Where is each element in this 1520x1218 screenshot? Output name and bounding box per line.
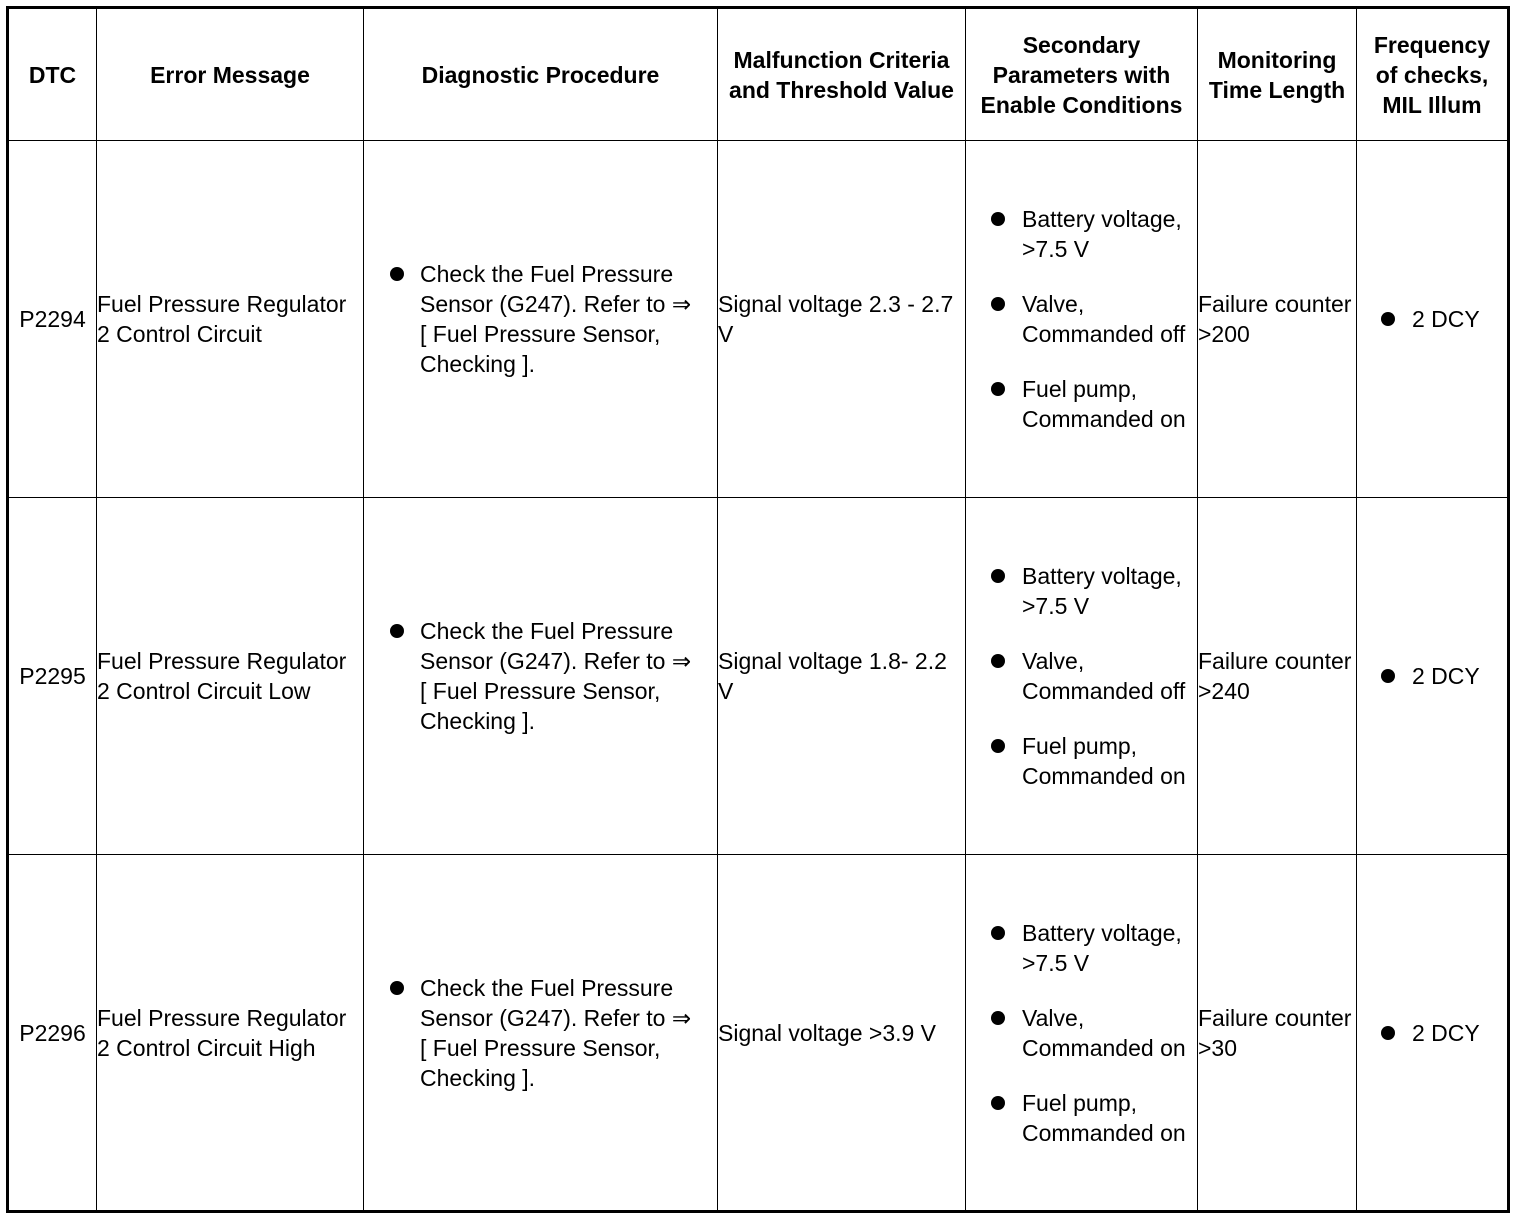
diagnostic-step: Check the Fuel Pressure Sensor (G247). Refer to ⇒ [ Fuel Pressure Sensor, Checking ]. (420, 974, 692, 1091)
list-item (966, 1088, 1197, 1148)
list-item (966, 731, 1197, 791)
monitoring-time: Failure counter >240 (1198, 498, 1357, 855)
list-item (1357, 1018, 1507, 1048)
list-item (1357, 661, 1507, 691)
diagnostic-procedure (364, 855, 718, 1212)
frequency (1357, 855, 1509, 1212)
bullet-icon (991, 926, 1005, 940)
table-row (8, 498, 1509, 855)
header-monitoring-time: Monitoring Time Length (1198, 8, 1357, 141)
condition-text: Battery voltage, >7.5 V (1022, 206, 1182, 262)
secondary-parameters (966, 141, 1198, 498)
list-item (966, 374, 1197, 434)
bullet-icon (390, 624, 404, 638)
header-diagnostic-procedure: Diagnostic Procedure (364, 8, 718, 141)
bullet-icon (991, 297, 1005, 311)
diagnostic-step: Check the Fuel Pressure Sensor (G247). Refer to ⇒ [ Fuel Pressure Sensor, Checking ]. (420, 261, 692, 377)
condition-text: Valve, Commanded off (1022, 291, 1186, 347)
condition-text: Battery voltage, >7.5 V (1022, 919, 1182, 976)
list-item (966, 204, 1197, 264)
frequency (1357, 141, 1509, 498)
bullet-icon (991, 382, 1005, 396)
condition-text: Valve, Commanded off (1022, 648, 1186, 704)
table-row (8, 141, 1509, 498)
malfunction-criteria: Signal voltage 2.3 - 2.7 V (718, 141, 966, 498)
monitoring-time: Failure counter >30 (1198, 855, 1357, 1212)
condition-text: Battery voltage, >7.5 V (1022, 563, 1182, 619)
error-message: Fuel Pressure Regulator 2 Control Circuit Low (97, 498, 364, 855)
table-row (8, 855, 1509, 1212)
dtc-code: P2296 (8, 855, 97, 1212)
bullet-icon (991, 739, 1005, 753)
header-frequency: Frequency of checks, MIL Illum (1357, 8, 1509, 141)
bullet-icon (991, 1096, 1005, 1110)
frequency-value: 2 DCY (1412, 306, 1480, 332)
dtc-code: P2295 (8, 498, 97, 855)
diagnostic-procedure (364, 498, 718, 855)
list-item (966, 646, 1197, 706)
list-item (364, 616, 717, 736)
bullet-icon (991, 569, 1005, 583)
list-item (966, 918, 1197, 978)
header-secondary-parameters: Secondary Parameters with Enable Conditions (966, 8, 1198, 141)
header-row (8, 8, 1509, 141)
monitoring-time: Failure counter >200 (1198, 141, 1357, 498)
bullet-icon (991, 212, 1005, 226)
list-item (966, 289, 1197, 349)
header-malfunction-criteria: Malfunction Criteria and Threshold Value (718, 8, 966, 141)
diagnostic-procedure (364, 141, 718, 498)
list-item (364, 259, 717, 379)
frequency-value: 2 DCY (1412, 1019, 1480, 1046)
secondary-parameters (966, 498, 1198, 855)
header-error-message: Error Message (97, 8, 364, 141)
malfunction-criteria: Signal voltage >3.9 V (718, 855, 966, 1212)
bullet-icon (390, 981, 404, 995)
condition-text: Fuel pump, Commanded on (1022, 1089, 1186, 1146)
diagnostic-step: Check the Fuel Pressure Sensor (G247). Refer to ⇒ [ Fuel Pressure Sensor, Checking ]. (420, 618, 692, 734)
condition-text: Fuel pump, Commanded on (1022, 733, 1186, 789)
error-message: Fuel Pressure Regulator 2 Control Circuit High (97, 855, 364, 1212)
error-message: Fuel Pressure Regulator 2 Control Circuit (97, 141, 364, 498)
malfunction-criteria: Signal voltage 1.8- 2.2 V (718, 498, 966, 855)
list-item (966, 1003, 1197, 1063)
frequency-value: 2 DCY (1412, 663, 1480, 689)
list-item (364, 973, 717, 1093)
header-dtc: DTC (8, 8, 97, 141)
frequency (1357, 498, 1509, 855)
list-item (1357, 304, 1507, 334)
bullet-icon (390, 267, 404, 281)
bullet-icon (991, 1011, 1005, 1025)
condition-text: Fuel pump, Commanded on (1022, 376, 1186, 432)
bullet-icon (1381, 669, 1395, 683)
secondary-parameters (966, 855, 1198, 1212)
dtc-table (6, 6, 1510, 1213)
bullet-icon (1381, 1026, 1395, 1040)
bullet-icon (991, 654, 1005, 668)
condition-text: Valve, Commanded on (1022, 1004, 1186, 1061)
list-item (966, 561, 1197, 621)
bullet-icon (1381, 312, 1395, 326)
dtc-code: P2294 (8, 141, 97, 498)
